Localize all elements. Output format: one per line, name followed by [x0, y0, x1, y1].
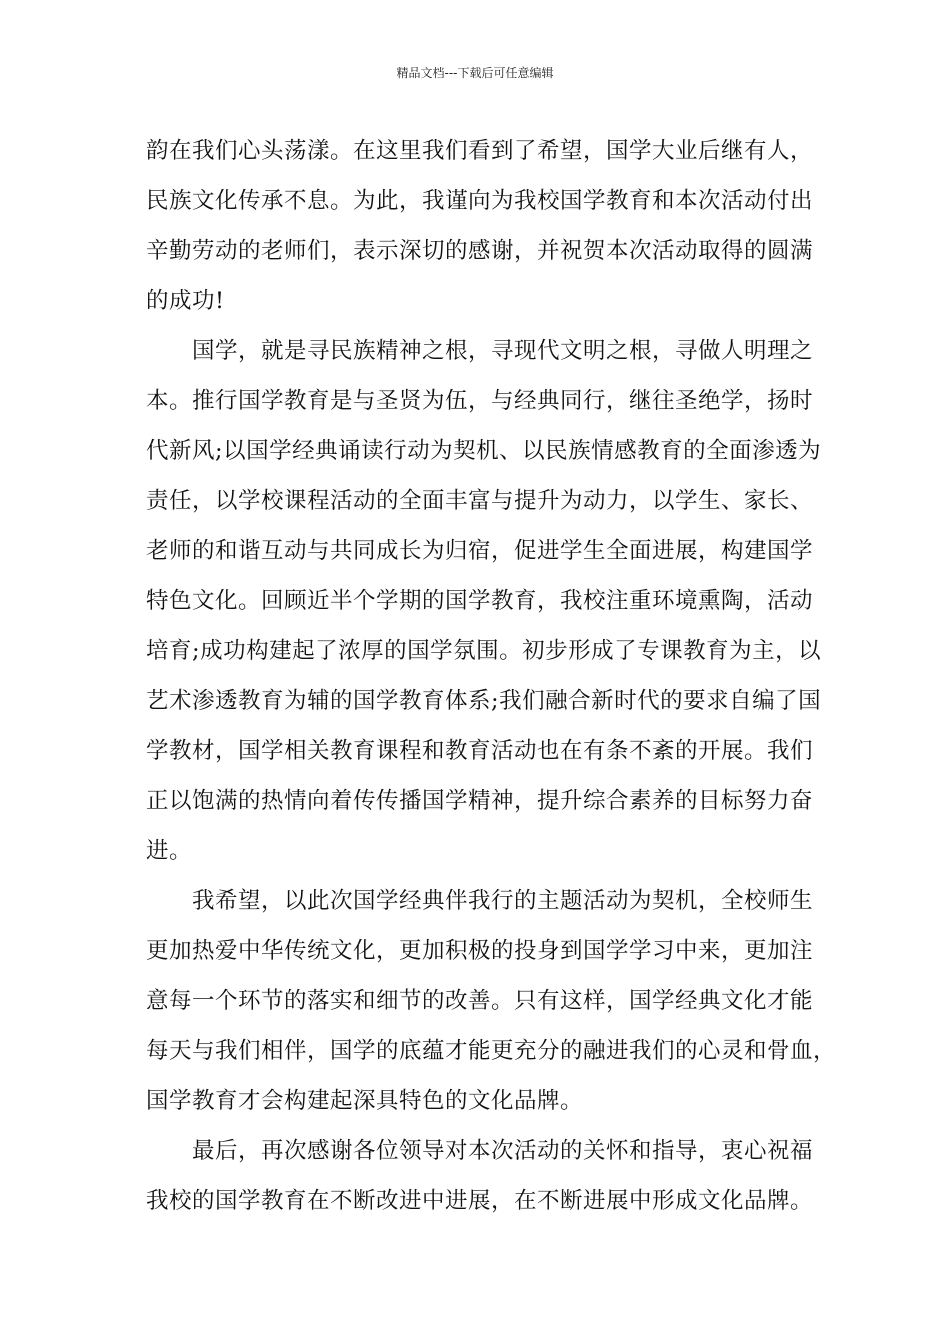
paragraph — [146, 876, 837, 1126]
text-line: 意每一个环节的落实和细节的改善。只有这样，国学经典文化才能 — [146, 988, 814, 1014]
text-line: 民族文化传承不息。为此，我谨向为我校国学教育和本次活动付出 — [146, 188, 814, 214]
text-line: 培育;成功构建起了浓厚的国学氛围。初步形成了专课教育为主，以 — [146, 638, 822, 664]
text-line: 艺术渗透教育为辅的国学教育体系;我们融合新时代的要求自编了国 — [146, 688, 822, 714]
paragraph — [146, 1126, 812, 1226]
text-line: 责任，以学校课程活动的全面丰富与提升为动力，以学生、家长、 — [146, 488, 814, 514]
text-line: 韵在我们心头荡漾。在这里我们看到了希望，国学大业后继有人， — [146, 138, 814, 164]
paragraph — [146, 126, 812, 326]
text-line: 国学教育才会构建起深具特色的文化品牌。 — [146, 1088, 584, 1114]
text-line: 更加热爱中华传统文化，更加积极的投身到国学学习中来，更加注 — [146, 938, 814, 964]
text-line: 我校的国学教育在不断改进中进展，在不断进展中形成文化品牌。 — [146, 1188, 814, 1214]
text-line: 我希望，以此次国学经典伴我行的主题活动为契机，全校师生 — [192, 888, 814, 914]
text-line: 老师的和谐互动与共同成长为归宿，促进学生全面进展，构建国学 — [146, 538, 814, 564]
document-body — [146, 126, 837, 1226]
text-line: 每天与我们相伴，国学的底蕴才能更充分的融进我们的心灵和骨血， — [146, 1038, 837, 1064]
text-line: 正以饱满的热情向着传传播国学精神，提升综合素养的目标努力奋 — [146, 788, 814, 814]
text-line: 特色文化。回顾近半个学期的国学教育，我校注重环境熏陶，活动 — [146, 588, 814, 614]
page-header: 精品文档---下载后可任意编辑 — [396, 66, 554, 80]
text-line: 国学，就是寻民族精神之根，寻现代文明之根，寻做人明理之 — [192, 338, 814, 364]
paragraph — [146, 326, 822, 876]
text-line: 代新风;以国学经典诵读行动为契机、以民族情感教育的全面渗透为 — [146, 438, 822, 464]
text-line: 辛勤劳动的老师们，表示深切的感谢，并祝贺本次活动取得的圆满 — [146, 238, 814, 264]
text-line: 学教材，国学相关教育课程和教育活动也在有条不紊的开展。我们 — [146, 738, 814, 764]
text-line: 最后，再次感谢各位领导对本次活动的关怀和指导，衷心祝福 — [192, 1138, 814, 1164]
text-line: 进。 — [146, 838, 193, 864]
text-line: 的成功! — [146, 288, 225, 314]
text-line: 本。推行国学教育是与圣贤为伍，与经典同行，继往圣绝学，扬时 — [146, 388, 814, 414]
